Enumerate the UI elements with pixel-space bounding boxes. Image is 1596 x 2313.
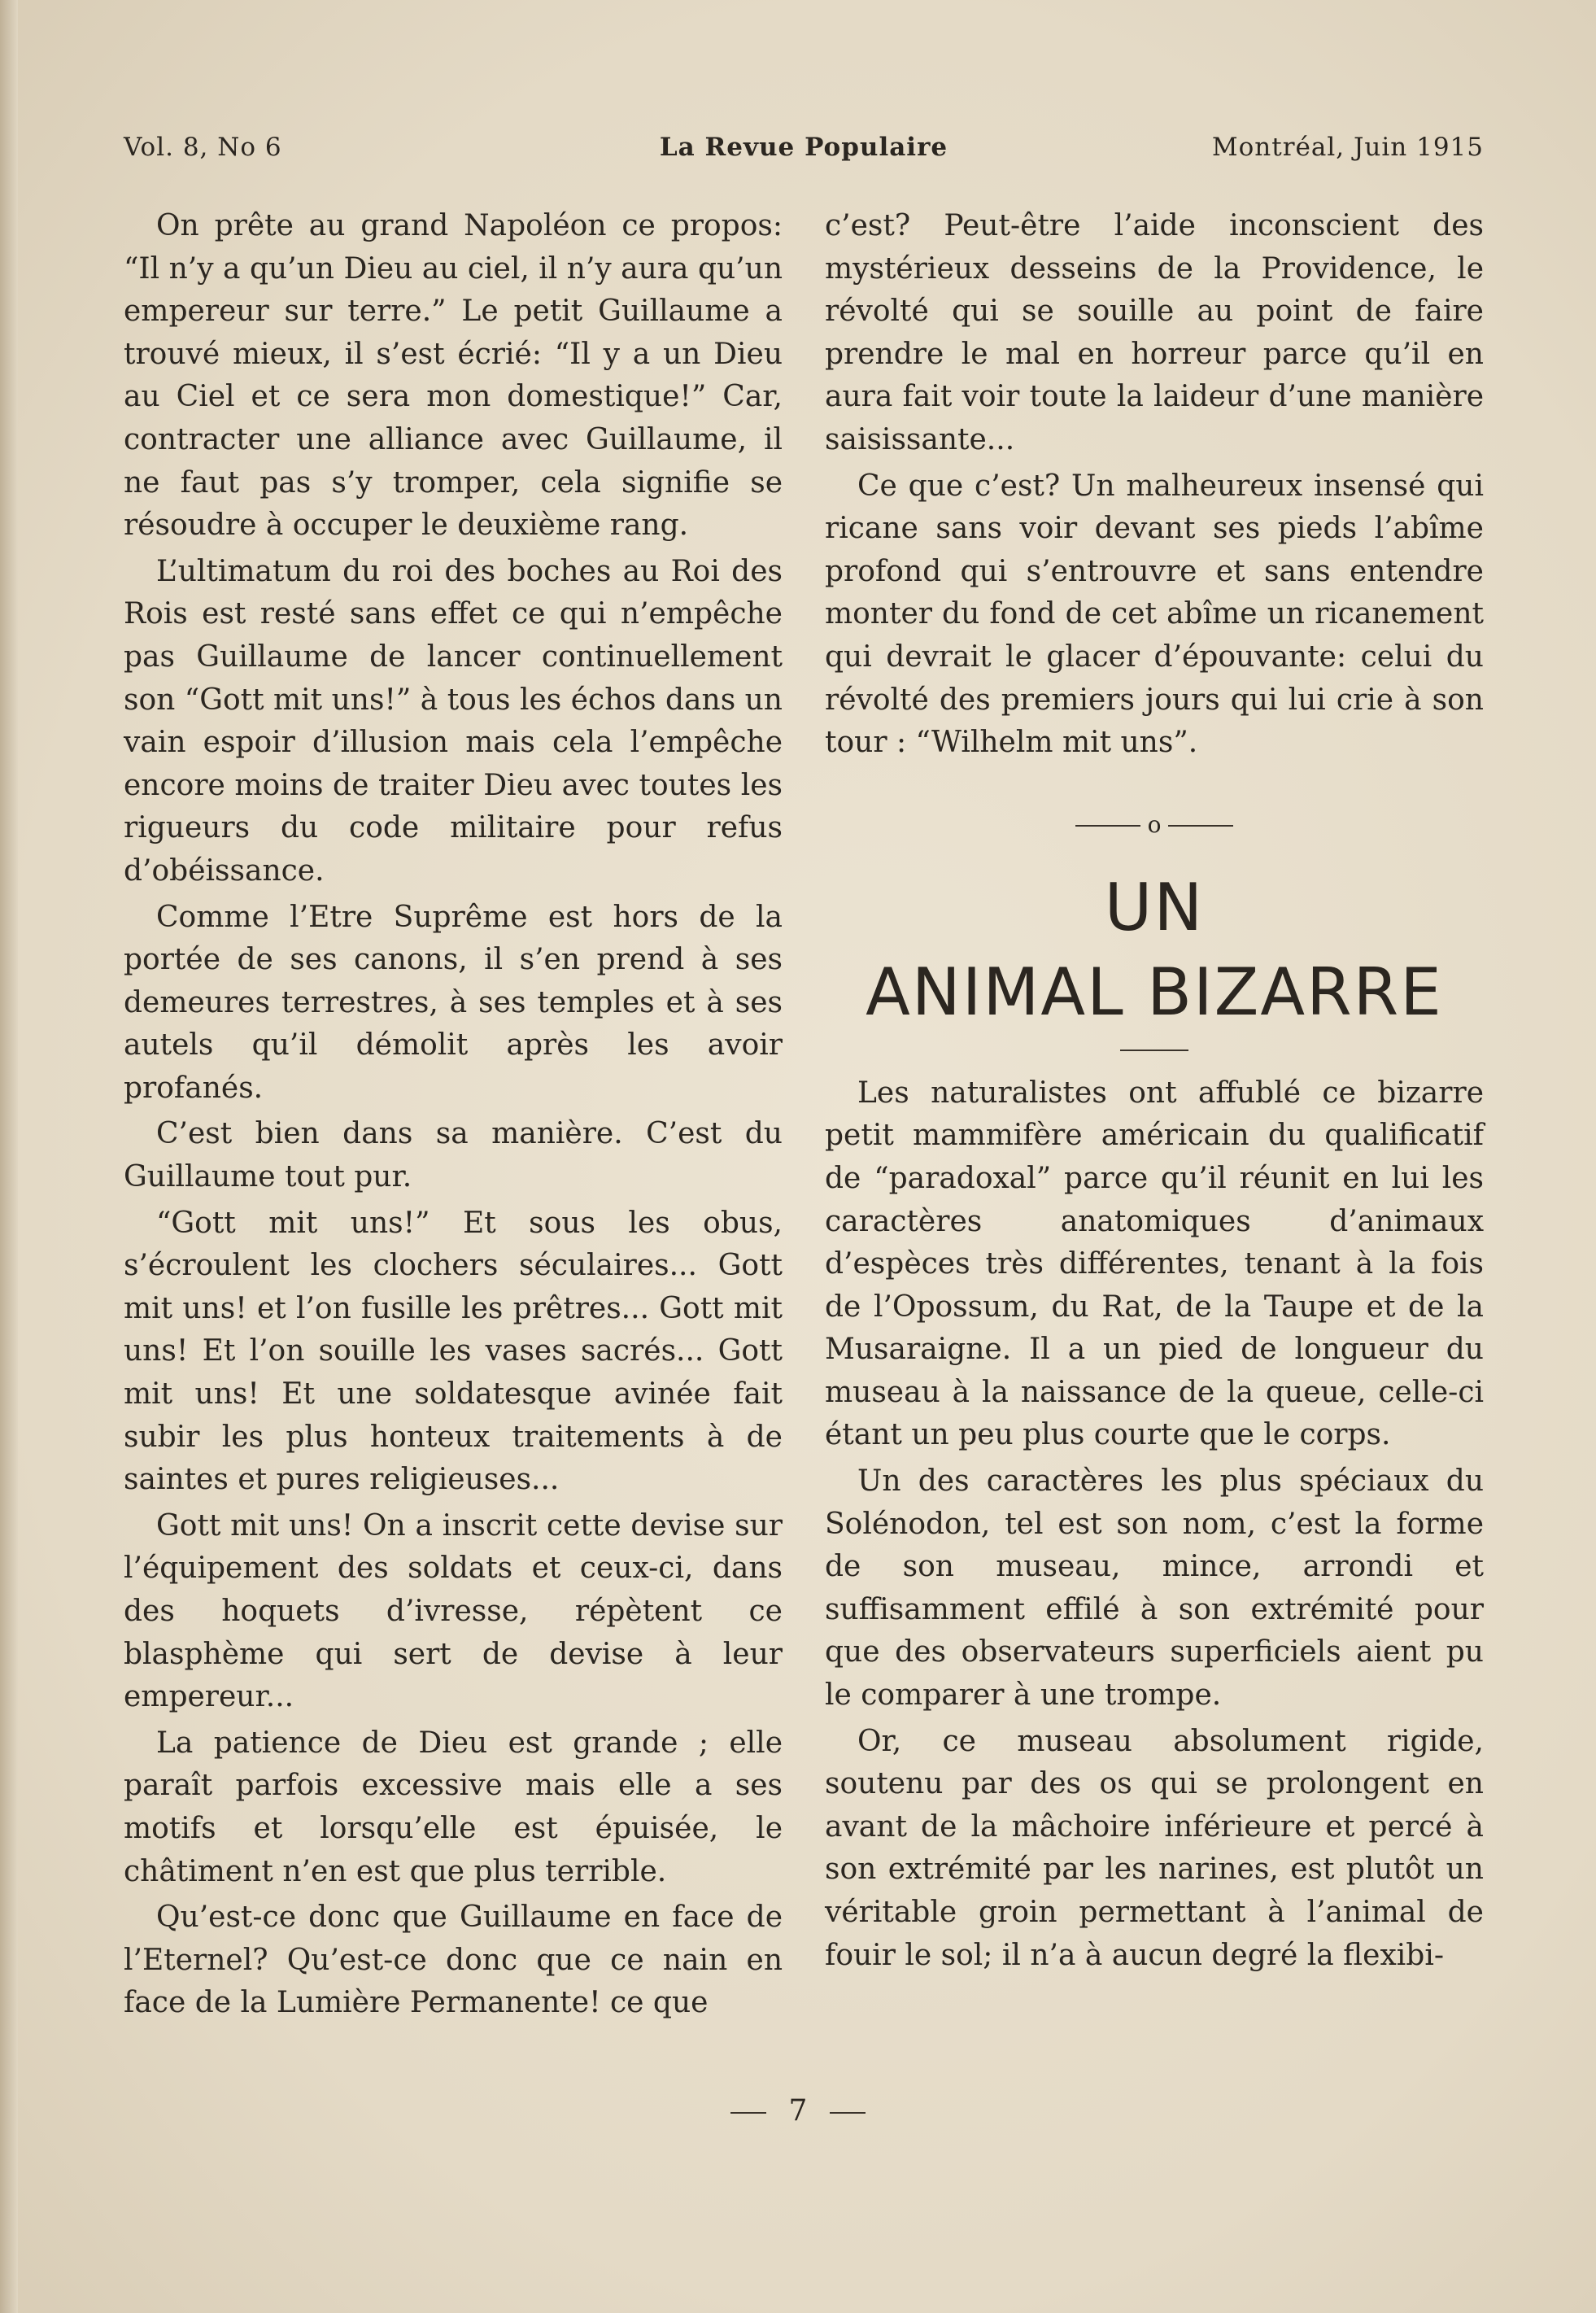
magazine-title: La Revue Populaire — [659, 133, 948, 162]
paragraph: La patience de Dieu est grande ; elle paraît parfois excessive mais elle a ses motifs et lorsqu’elle est épuisée, le châtiment n’en est que plus terrible. — [124, 1726, 783, 1888]
article-title-line1: UN — [1104, 869, 1205, 945]
article-paragraph: Les naturalistes ont affublé ce bizarre petit mammifère américain du qualificatif de “paradoxal” parce qu’il réunit en lui les caractères anatomiques d’animaux d’espèces très différentes, tenant à la fois de l’Opossum, du Rat, de la Taupe et de la Musaraigne. Il a un pied de longueur du museau à la naissance de la queue, celle-ci étant un peu plus courte que le corps. — [825, 1076, 1484, 1452]
divider-mark: o — [1147, 810, 1162, 838]
page-number: 7 — [788, 2094, 808, 2128]
section-divider — [825, 809, 1484, 841]
paragraph: Comme l’Etre Suprême est hors de la portée de ses canons, il s’en prend à ses demeures terrestres, à ses temples et à ses autels qu’il démolit après les avoir profanés. — [124, 900, 783, 1105]
divider-rule-left — [1075, 825, 1140, 827]
right-column — [825, 205, 1484, 1980]
article-title — [825, 866, 1484, 1035]
footer-dash-left — [730, 2112, 766, 2114]
paragraph: C’est bien dans sa manière. C’est du Guillaume tout pur. — [124, 1117, 783, 1194]
paragraph: On prête au grand Napoléon ce propos: “Il n’y a qu’un Dieu au ciel, il n’y aura qu’un empereur sur terre.” Le petit Guillaume a trouvé mieux, il s’est écrié: “Il y a un Dieu au Ciel et ce sera mon domestique!” Car, contracter une alliance avec Guillaume, il ne faut pas s’y tromper, cela signifie se résoudre à occuper le deuxième rang. — [124, 209, 783, 543]
paragraph: Ce que c’est? Un malheureux insensé qui ricane sans voir devant ses pieds l’abîme profond qui s’entrouvre et sans entendre monter du fond de cet abîme un ricanement qui devrait le glacer d’épouvante: celui du révolté des premiers jours qui lui crie à son tour : “Wilhelm mit uns”. — [825, 469, 1484, 760]
article-paragraph: Or, ce museau absolument rigide, soutenu par des os qui se prolongent en avant de la mâchoire inférieure et percé à son extrémité par les narines, est plutôt un véritable groin permettant à l’animal de fouir le sol; il n’a à aucun degré la flexibi- — [825, 1724, 1484, 1972]
left-column — [124, 205, 783, 2028]
paragraph: Qu’est-ce donc que Guillaume en face de l’Eternel? Qu’est-ce donc que ce nain en face de la Lumière Permanente! ce que — [124, 1901, 783, 2020]
divider-rule-right — [1168, 825, 1233, 827]
issue-date: Montréal, Juin 1915 — [1211, 133, 1484, 162]
footer-dash-right — [830, 2112, 866, 2114]
article-paragraph: Un des caractères les plus spéciaux du Solénodon, tel est son nom, c’est la forme de son museau, mince, arrondi et suffisamment effilé à son extrémité pour que des observateurs superficiels aient pu le comparer à une trompe. — [825, 1464, 1484, 1713]
volume-number: Vol. 8, No 6 — [124, 133, 282, 162]
running-header — [124, 133, 1484, 173]
title-rule — [1120, 1050, 1188, 1051]
page-footer — [0, 2094, 1596, 2128]
binding-edge — [0, 0, 18, 2313]
article-title-line2: ANIMAL BIZARRE — [866, 954, 1443, 1030]
paragraph: L’ultimatum du roi des boches au Roi des Rois est resté sans effet ce qui n’empêche pas Guillaume de lancer continuellement son “Gott mit uns!” à tous les échos dans un vain espoir d’illusion mais cela l’empêche encore moins de traiter Dieu avec toutes les rigueurs du code militaire pour refus d’obéissance. — [124, 554, 783, 888]
paragraph: “Gott mit uns!” Et sous les obus, s’écroulent les clochers séculaires... Gott mit uns! et l’on fusille les prêtres... Gott mit uns! Et l’on souille les vases sacrés... Gott mit uns! Et une soldatesque avinée fait subir les plus honteux traitements à de saintes et pures religieuses... — [124, 1206, 783, 1497]
paragraph-continued: c’est? Peut-être l’aide inconscient des mystérieux desseins de la Providence, le révolté qui se souille au point de faire prendre le mal en horreur parce qu’il en aura fait voir toute la laideur d’une manière saisissante... — [825, 209, 1484, 456]
paragraph: Gott mit uns! On a inscrit cette devise sur l’équipement des soldats et ceux-ci, dans des hoquets d’ivresse, répètent ce blasphème qui sert de devise à leur empereur... — [124, 1508, 783, 1714]
